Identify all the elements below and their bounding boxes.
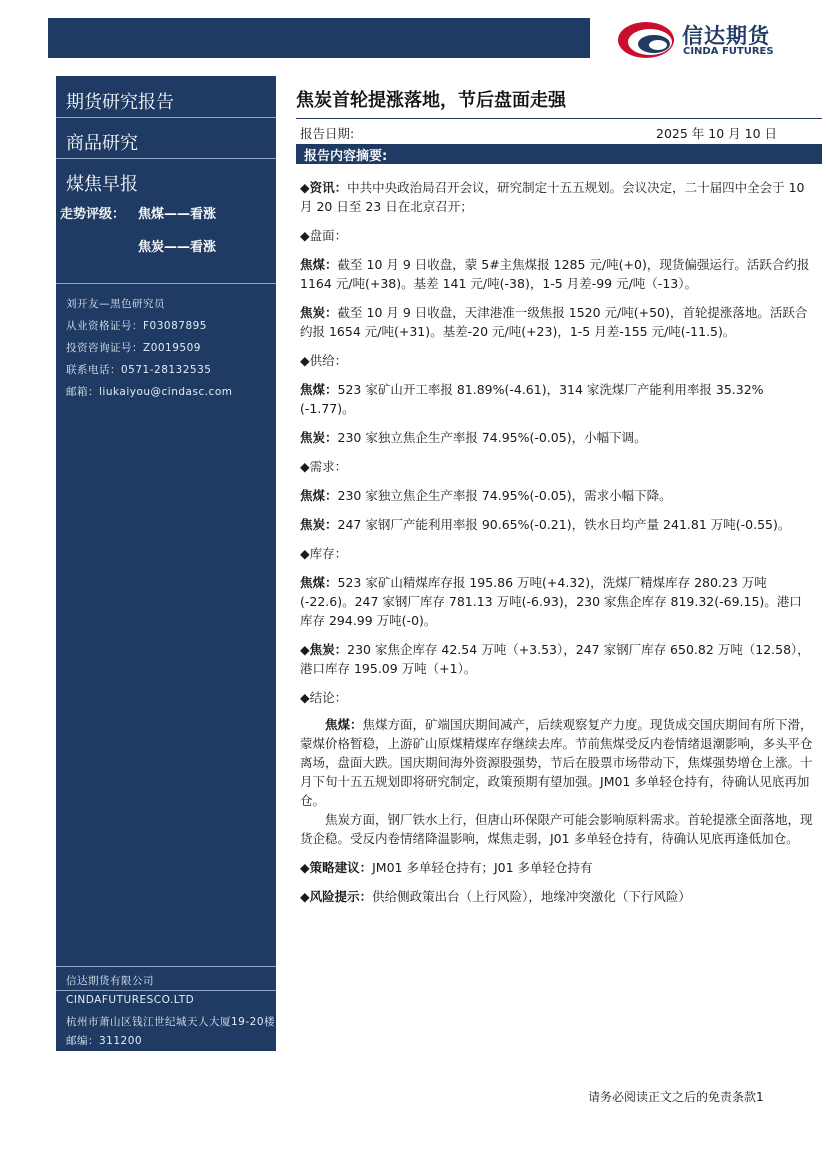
inventory-coking-coal-text: 523 家矿山精煤库存报 195.86 万吨(+4.32)，洗煤厂精煤库存 280.23 万吨(-22.6)。247 家钢厂库存 781.13 万吨(-6.93)，230 家焦企库存 819.32(-69.15)。港口库存 294.99 万吨(-0)。 [300,575,802,628]
contact-email: 邮箱：liukaiyou@cindasc.com [66,386,233,398]
sidebar-divider [56,117,276,118]
conclusion-coking-coal-text: 焦煤方面，矿端国庆期间减产，后续观察复产力度。现货成交国庆期间有所下滑，蒙煤价格暂稳，上游矿山原煤精煤库存继续去库。节前焦煤受反内卷情绪退潮影响，多头平仓离场，盘面大跌。国庆期间海外资源股强势，节后在股票市场带动下，焦煤强势增仓上涨。十月下旬十五五规划即将研究制定，政策预期有望加强。JM01 多单轻仓持有，待确认见底再加仓。 [300,717,813,808]
rating-coke: 焦炭——看涨 [138,240,217,255]
brand-logo [614,16,814,62]
sidebar-title-report-type: 期货研究报告 [66,92,174,113]
company-name-en: CINDAFUTURESCO.LTD [66,994,195,1006]
demand-coking-coal-label: 焦煤： [300,488,338,503]
market-coke-text: 截至 10 月 9 日收盘，天津港准一级焦报 1520 元/吨(+50)，首轮提涨落地。活跃合约报 1654 元/吨(+31)。基差-20 元/吨(+23)，1-5 月差-155 元/吨(-11.5)。 [300,305,808,339]
contact-phone: 联系电话：0571-28132535 [66,364,212,376]
consulting-number: 投资咨询证号：Z0019509 [66,342,201,354]
report-date-value: 2025 年 10 月 10 日 [656,126,777,141]
supply-coking-coal-paragraph [300,380,814,418]
report-date-label: 报告日期: [300,126,355,141]
demand-coke-label: 焦炭： [300,517,338,532]
top-banner-bar [48,18,590,58]
demand-header: ◆需求： [300,459,348,474]
report-title: 焦炭首轮提涨落地，节后盘面走强 [296,90,566,111]
strategy-label: ◆策略建议： [300,860,373,875]
supply-coke-label: 焦炭： [300,430,338,445]
brand-name-en: CINDA FUTURES [683,46,774,57]
company-name: 信达期货有限公司 [66,975,154,987]
market-coking-coal-text: 截至 10 月 9 日收盘，蒙 5#主焦煤报 1285 元/吨(+0)，现货偏强运行。活跃合约报 1164 元/吨(+38)。基差 141 元/吨(-38)，1-5 月差-99 元/吨（-13）。 [300,257,810,291]
news-label: ◆资讯： [300,180,348,195]
brand-swirl-icon [614,16,678,62]
supply-coke-text: 230 家独立焦企生产率报 74.95%(-0.05)，小幅下调。 [337,430,647,445]
strategy-text: JM01 多单轻仓持有；J01 多单轻仓持有 [372,860,593,875]
demand-coking-coal-text: 230 家独立焦企生产率报 74.95%(-0.05)，需求小幅下降。 [337,488,672,503]
analyst-name: 刘开友—黑色研究员 [66,298,165,310]
risk-label: ◆风险提示： [300,889,373,904]
sidebar-divider [56,283,276,284]
sidebar-divider [56,158,276,159]
news-paragraph [300,178,814,216]
inventory-coke-paragraph [300,640,814,678]
demand-coking-coal-paragraph [300,486,814,505]
sidebar-title-product: 煤焦早报 [66,174,138,195]
sidebar-divider [56,966,276,967]
company-address: 杭州市萧山区钱江世纪城天人大厦19-20楼 [66,1016,276,1028]
news-text: 中共中央政治局召开会议，研究制定十五五规划。会议决定，二十届四中全会于 10 月 20 日至 23 日在北京召开； [300,180,805,214]
sidebar-title-category: 商品研究 [66,133,138,154]
inventory-coke-label: ◆焦炭： [300,642,348,657]
demand-coke-text: 247 家钢厂产能利用率报 90.65%(-0.21)，铁水日均产量 241.81 万吨(-0.55)。 [337,517,791,532]
supply-coking-coal-text: 523 家矿山开工率报 81.89%(-4.61)，314 家洗煤厂产能利用率报 35.32%(-1.77)。 [300,382,764,416]
supply-coking-coal-label: 焦煤： [300,382,338,397]
supply-coke-paragraph [300,428,814,447]
conclusion-header: ◆结论： [300,690,348,705]
qualification-number: 从业资格证号：F03087895 [66,320,207,332]
inventory-coke-text: 230 家焦企库存 42.54 万吨（+3.53），247 家钢厂库存 650.82 万吨（12.58），港口库存 195.09 万吨（+1）。 [300,642,810,676]
rating-coking-coal: 焦煤——看涨 [138,207,217,222]
market-coke-label: 焦炭： [300,305,338,320]
summary-header: 报告内容摘要: [304,149,388,164]
market-header: ◆盘面： [300,228,348,243]
brand-name-cn: 信达期货 [682,24,770,48]
summary-header-bar [296,144,822,164]
market-coking-coal-label: 焦煤： [300,257,338,272]
strategy-paragraph [300,858,814,877]
market-coking-coal-paragraph [300,255,814,293]
market-coke-paragraph [300,303,814,341]
inventory-coking-coal-label: 焦煤： [300,575,338,590]
conclusion-coking-coal-paragraph [300,715,814,810]
conclusion-coking-coal-label: 焦煤： [325,717,363,732]
disclaimer-note: 请务必阅读正文之后的免责条款1 [588,1090,764,1104]
risk-paragraph [300,887,814,906]
demand-coke-paragraph [300,515,814,534]
inventory-coking-coal-paragraph [300,573,814,630]
sidebar [56,76,276,1051]
report-body [300,170,814,906]
supply-header: ◆供给： [300,353,348,368]
conclusion-coke-paragraph: 焦炭方面，钢厂铁水上行，但唐山环保限产可能会影响原料需求。首轮提涨全面落地，现货企稳。受反内卷情绪降温影响，煤焦走弱，J01 多单轻仓持有，待确认见底再逢低加仓。 [300,812,813,846]
risk-text: 供给侧政策出台（上行风险），地缘冲突激化（下行风险） [372,889,691,904]
company-postcode: 邮编：311200 [66,1035,143,1047]
title-divider [296,118,822,119]
inventory-header: ◆库存： [300,546,348,561]
rating-label: 走势评级： [60,207,126,222]
sidebar-divider [56,990,276,991]
